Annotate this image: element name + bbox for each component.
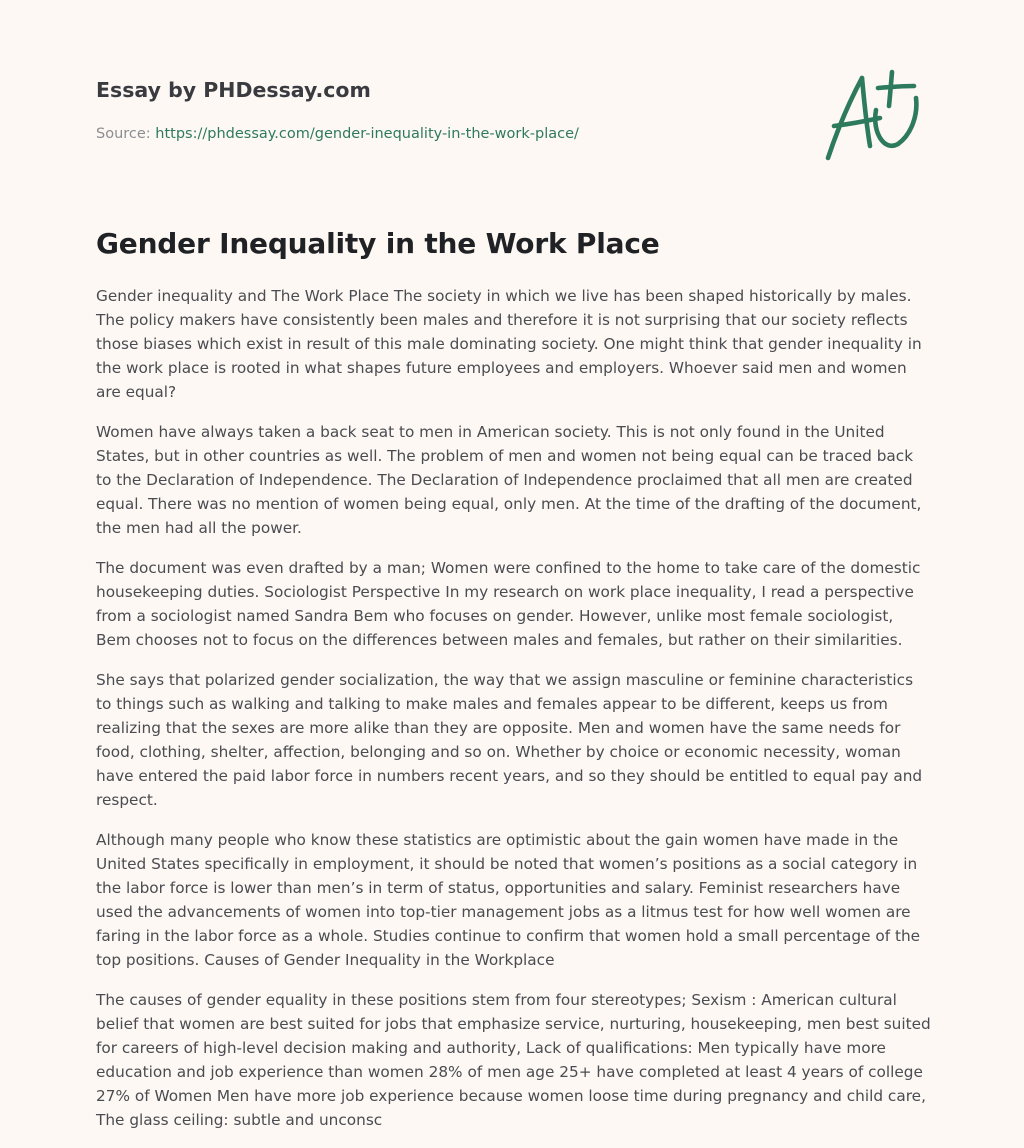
essay-paragraph: The document was even drafted by a man; Women were confined to the home to take care of the domestic housekeeping duties. Sociologist Perspective In my research on work place inequality, I read a perspective from a sociologist named Sandra Bem who focuses on gender. However, unlike most female sociologist, Bem chooses not to focus on the differences between males and females, but rather on their similarities. <box>96 559 921 649</box>
source-label: Source: <box>96 126 151 142</box>
essay-title: Gender Inequality in the Work Place <box>96 227 660 260</box>
essay-paragraph: Gender inequality and The Work Place The society in which we live has been shaped historically by males. The policy makers have consistently been males and therefore it is not surprising that our society reflects those biases which exist in result of this male dominating society. One might think that gender inequality in the work place is rooted in what shapes future employees and employers. Whoever said men and women are equal? <box>96 287 922 401</box>
essay-paragraph: The causes of gender equality in these positions stem from four stereotypes; Sexism : American cultural belief that women are best suited for jobs that emphasize service, nurturing, housekeeping, men best suited for careers of high-level decision making and authority, Lack of qualifications: Men typically have more education and job experience than women 28% of men age 25+ have completed at least 4 years of college 27% of Women Men have more job experience because women loose time during pregnancy and child care, The glass ceiling: subtle and unconsc <box>96 991 931 1129</box>
a-plus-grade-icon <box>822 68 926 164</box>
essay-body <box>96 284 932 1148</box>
site-title: Essay by PHDessay.com <box>96 78 371 102</box>
essay-paragraph: Women have always taken a back seat to men in American society. This is not only found in the United States, but in other countries as well. The problem of men and women not being equal can be traced back to the Declaration of Independence. The Declaration of Independence proclaimed that all men are created equal. There was no mention of women being equal, only men. At the time of the drafting of the document, the men had all the power. <box>96 423 922 537</box>
essay-paragraph: She says that polarized gender socialization, the way that we assign masculine or feminine characteristics to things such as walking and talking to make males and females appear to be different, keeps us from realizing that the sexes are more alike than they are opposite. Men and women have the same needs for food, clothing, shelter, affection, belonging and so on. Whether by choice or economic necessity, woman have entered the paid labor force in numbers recent years, and so they should be entitled to equal pay and respect. <box>96 671 923 809</box>
source-line <box>96 124 796 144</box>
source-link[interactable]: https://phdessay.com/gender-inequality-in-the-work-place/ <box>155 126 579 142</box>
essay-paragraph: Although many people who know these statistics are optimistic about the gain women have made in the United States specifically in employment, it should be noted that women’s positions as a social category in the labor force is lower than men’s in term of status, opportunities and salary. Feminist researchers have used the advancements of women into top-tier management jobs as a litmus test for how well women are faring in the labor force as a whole. Studies continue to confirm that women hold a small percentage of the top positions. Causes of Gender Inequality in the Workplace <box>96 831 921 969</box>
essay-header <box>96 76 796 144</box>
